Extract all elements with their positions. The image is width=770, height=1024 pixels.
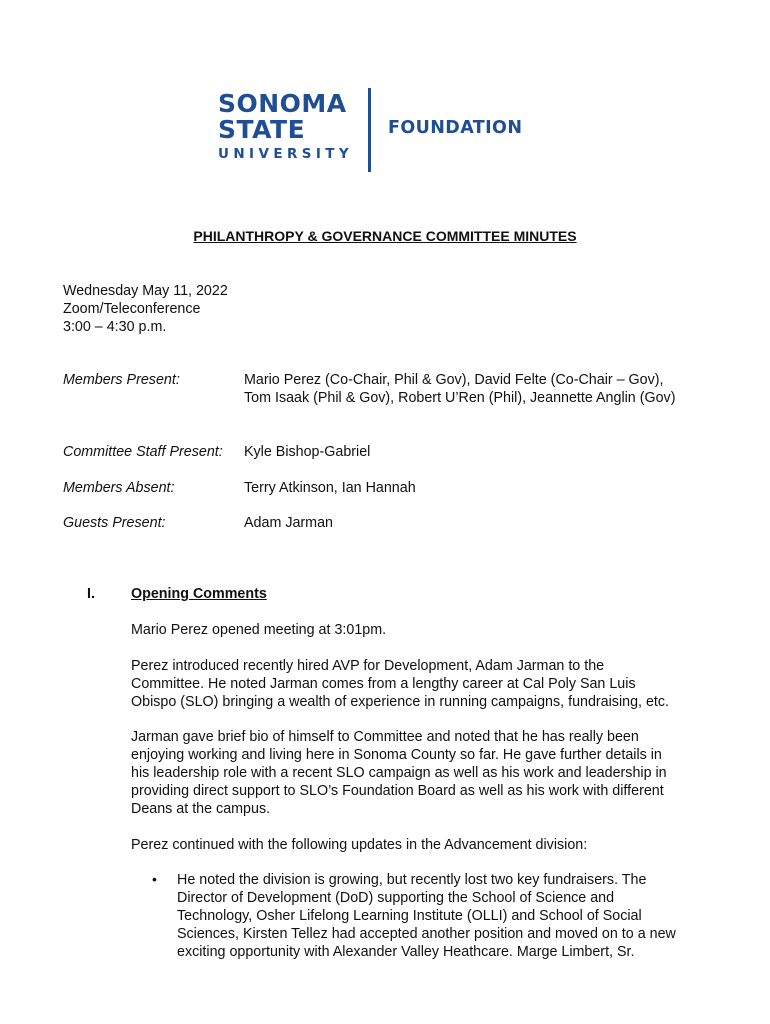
logo-line-state: STATE — [218, 115, 306, 144]
paragraph-bio-line-2: enjoying working and living here in Sonoma County so far. He gave further details in — [131, 747, 662, 763]
bullet-line-5: exciting opportunity with Alexander Valley Heathcare. Marge Limbert, Sr. — [177, 944, 635, 960]
paragraph-intro-line-2: Committee. He noted Jarman comes from a lengthy career at Cal Poly San Luis — [131, 676, 636, 692]
paragraph-intro-line-1: Perez introduced recently hired AVP for Development, Adam Jarman to the — [131, 658, 605, 674]
logo-line-sonoma: SONOMA — [218, 89, 347, 118]
logo-foundation: FOUNDATION — [388, 118, 523, 138]
sonoma-state-foundation-logo — [218, 88, 558, 174]
paragraph-updates: Perez continued with the following updates in the Advancement division: — [131, 837, 588, 853]
members-absent-label: Members Absent: — [63, 480, 175, 496]
meeting-location: Zoom/Teleconference — [63, 301, 201, 317]
bullet-icon: • — [152, 871, 157, 887]
section-numeral: I. — [87, 586, 95, 602]
logo-divider — [368, 88, 371, 172]
members-present-label: Members Present: — [63, 372, 180, 388]
bullet-line-2: Director of Development (DoD) supporting the School of Science and — [177, 890, 615, 906]
paragraph-bio-line-3: his leadership role with a recent SLO campaign as well as his work and leadership in — [131, 765, 667, 781]
staff-present-label: Committee Staff Present: — [63, 444, 223, 460]
meeting-time: 3:00 – 4:30 p.m. — [63, 319, 167, 335]
logo-wordmark — [218, 91, 353, 162]
section-heading: Opening Comments — [131, 586, 267, 602]
bullet-line-1: He noted the division is growing, but recently lost two key fundraisers. The — [177, 872, 647, 888]
bullet-line-3: Technology, Osher Lifelong Learning Institute (OLLI) and School of Social — [177, 908, 642, 924]
bullet-line-4: Sciences, Kirsten Tellez had accepted another position and moved on to a new — [177, 926, 676, 942]
paragraph-bio-line-1: Jarman gave brief bio of himself to Committee and noted that he has really been — [131, 729, 639, 745]
guests-present-label: Guests Present: — [63, 515, 166, 531]
members-present-line-1: Mario Perez (Co-Chair, Phil & Gov), David Felte (Co-Chair – Gov), — [244, 372, 664, 388]
members-absent-names: Terry Atkinson, Ian Hannah — [244, 480, 416, 496]
paragraph-bio-line-5: Deans at the campus. — [131, 801, 271, 817]
members-present-line-2: Tom Isaak (Phil & Gov), Robert U’Ren (Phil), Jeannette Anglin (Gov) — [244, 390, 676, 406]
logo-line-university: UNIVERSITY — [218, 146, 354, 162]
document-title: PHILANTHROPY & GOVERNANCE COMMITTEE MINUTES — [193, 228, 577, 244]
paragraph-bio-line-4: providing direct support to SLO’s Foundation Board as well as his work with different — [131, 783, 664, 799]
meeting-date: Wednesday May 11, 2022 — [63, 283, 228, 299]
paragraph-opened: Mario Perez opened meeting at 3:01pm. — [131, 622, 387, 638]
paragraph-intro-line-3: Obispo (SLO) bringing a wealth of experience in running campaigns, fundraising, etc. — [131, 694, 670, 710]
guests-present-names: Adam Jarman — [244, 515, 333, 531]
staff-present-names: Kyle Bishop-Gabriel — [244, 444, 371, 460]
